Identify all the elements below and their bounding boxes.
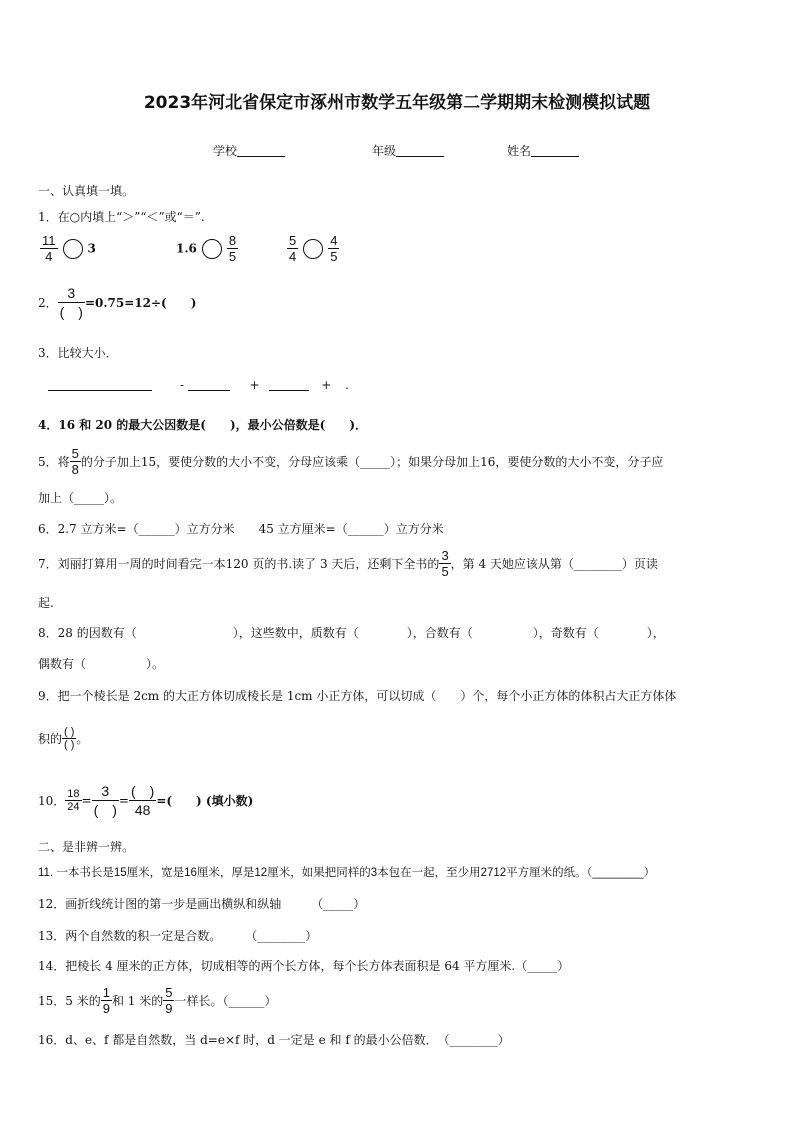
question-1-row-b: 1.6 $\frac{8}{5}$ — [176, 233, 237, 264]
section-2-heading: 二、是非辨一辨。 — [38, 840, 135, 854]
question-3: 3．比较大小． — [38, 346, 118, 360]
grade-label: 年级 — [372, 144, 397, 158]
question-14: 14．把棱长 4 厘米的正方体，切成相等的两个长方体，每个长方体表面积是 64 平方厘米.（_____） — [38, 959, 570, 973]
question-7-continued: 起. — [38, 596, 54, 610]
fraction: $\frac{11}{4}$ — [42, 233, 56, 264]
question-8: 8．28 的因数有（ ），这些数中，质数有（ ），合数有（ ），奇数有（ ）， — [38, 626, 665, 640]
answer-blank[interactable] — [188, 378, 230, 391]
question-4: 4．16 和 20 的最大公因数是( )，最小公倍数是( )． — [38, 418, 367, 432]
question-9: 9．把一个棱长是 2cm 的大正方体切成棱长是 1cm 小正方体，可以切成（ ）个，每个小正方体的体积占大正方体体 — [38, 689, 677, 703]
grade-blank[interactable] — [396, 144, 444, 157]
fraction: $\frac{18}{24}$ — [67, 788, 80, 813]
question-12: 12．画折线统计图的第一步是画出横纵和纵轴 （_____） — [38, 897, 366, 911]
fraction: $\frac{4}{5}$ — [330, 233, 338, 264]
name-blank[interactable] — [531, 144, 579, 157]
compare-circle[interactable] — [202, 239, 222, 259]
question-1-row-c — [287, 233, 339, 264]
question-5-continued: 加上（_____）。 — [38, 491, 123, 505]
page-title: 2023年河北省保定市涿州市数学五年级第二学期期末检测模拟试题 — [143, 93, 651, 113]
name-field[interactable] — [507, 142, 579, 159]
question-5: 5．将 $\frac{5}{8}$ 的分子加上15，要使分数的大小不变，分母应该乘（_____）；如果分母加上16，要使分数的大小不变，分子应 — [38, 446, 664, 477]
question-8-continued: 偶数有（ ）。 — [38, 657, 165, 671]
compare-circle[interactable] — [303, 239, 323, 259]
fraction: $\frac{3}{( )}$ — [59, 285, 83, 320]
fraction: $\frac{8}{5}$ — [228, 233, 237, 264]
section-1-heading: 一、认真填一填。 — [38, 184, 135, 198]
fraction: $\frac{( )}{48}$ — [130, 783, 155, 818]
answer-blank[interactable] — [48, 378, 152, 391]
fraction: $\frac{3}{5}$ — [441, 548, 449, 579]
question-3-blanks: - + + . — [48, 378, 349, 392]
question-2: 2． $\frac{3}{( )}$ =0.75=12÷( ) — [38, 285, 197, 320]
fraction: $\frac{5}{9}$ — [165, 985, 173, 1016]
question-9-continued: 积的 $\frac{( )}{( )}$ 。 — [38, 726, 89, 751]
question-6: 6．2.7 立方米=（______）立方分米 45 立方厘米=（______）立方分米 — [38, 522, 444, 536]
question-1-row-a: $\frac{11}{4}$ 3 — [42, 233, 96, 264]
compare-circle[interactable] — [63, 239, 83, 259]
question-7: 7．刘丽打算用一周的时间看完一本120 页的书.读了 3 天后，还剩下全书的 $\frac{3}{5}$ ，第 4 天她应该从第（________）页读 — [38, 548, 658, 579]
question-13: 13．两个自然数的积一定是合数。 （________） — [38, 929, 318, 943]
fraction: $\frac{5}{8}$ — [71, 446, 79, 477]
school-field[interactable] — [213, 142, 285, 159]
question-11: 11. 一本书长是15厘米，宽是16厘米，厚是12厘米，如果把同样的3本包在一起，至少用2712平方厘米的纸。（________） — [38, 867, 656, 879]
name-label: 姓名 — [507, 144, 532, 158]
fraction: $\frac{5}{4}$ — [289, 233, 297, 264]
fraction: $\frac{( )}{( )}$ — [64, 726, 75, 751]
question-15: 15．5 米的 $\frac{1}{9}$ 和 1 米的 $\frac{5}{9}$ 一样长。（______） — [38, 985, 277, 1016]
question-10: 10． $\frac{18}{24}$ = $\frac{3}{( )}$ = $\frac{( )}{48}$ =( ) (填小数) — [38, 783, 254, 818]
school-label: 学校 — [213, 144, 238, 158]
fraction: $\frac{1}{9}$ — [102, 985, 110, 1016]
grade-field[interactable] — [372, 142, 444, 159]
school-blank[interactable] — [237, 144, 285, 157]
answer-blank[interactable] — [269, 378, 309, 391]
fraction: $\frac{3}{( )}$ — [93, 783, 117, 818]
question-16: 16．d、e、f 都是自然数，当 d=e×f 时，d 一定是 e 和 f 的最小公倍数． （________） — [38, 1033, 510, 1047]
question-1: 1．在○内填上“＞”“＜”或“＝”. — [38, 210, 205, 224]
